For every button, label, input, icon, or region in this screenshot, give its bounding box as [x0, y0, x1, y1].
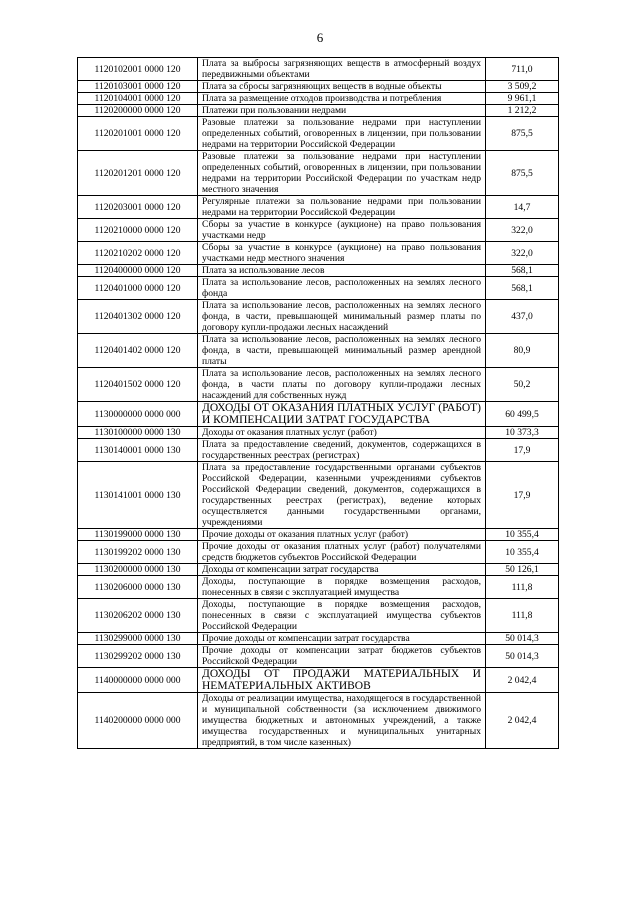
- table-row: [78, 105, 559, 117]
- amount-cell: 17,9: [486, 462, 559, 529]
- table-row: [78, 668, 559, 693]
- revenue-name-cell: Платежи при пользовании недрами: [198, 105, 486, 117]
- budget-code-cell: 1120203001 0000 120: [78, 196, 198, 219]
- amount-cell: 10 355,4: [486, 541, 559, 564]
- budget-code-cell: 1120210000 0000 120: [78, 219, 198, 242]
- amount-cell: 50,2: [486, 368, 559, 402]
- budget-code-cell: 1130299202 0000 130: [78, 645, 198, 668]
- table-row: [78, 242, 559, 265]
- table-row: [78, 427, 559, 439]
- revenue-name-cell: Доходы от компенсации затрат государства: [198, 564, 486, 576]
- table-row: [78, 599, 559, 633]
- revenue-name-cell: Прочие доходы от оказания платных услуг (работ) получателями средств бюджетов субъектов Российской Федерации: [198, 541, 486, 564]
- revenue-name-cell: Плата за использование лесов: [198, 265, 486, 277]
- amount-cell: 568,1: [486, 277, 559, 300]
- table-row: [78, 462, 559, 529]
- revenue-name-cell: Доходы от реализации имущества, находящегося в государственной и муниципальной собственности (за исключением движимого имущества бюджетных и автономных учреждений, а также имущества государственных и муниципальных унитарных предприятий, в том числе казенных): [198, 693, 486, 749]
- revenue-name-cell: Регулярные платежи за пользование недрами при пользовании недрами на территории Российской Федерации: [198, 196, 486, 219]
- table-row: [78, 265, 559, 277]
- table-row: [78, 219, 559, 242]
- budget-code-cell: 1120401402 0000 120: [78, 334, 198, 368]
- amount-cell: 10 373,3: [486, 427, 559, 439]
- budget-code-cell: 1130140001 0000 130: [78, 439, 198, 462]
- budget-code-cell: 1130299000 0000 130: [78, 633, 198, 645]
- budget-code-cell: 1130206000 0000 130: [78, 576, 198, 599]
- revenue-name-cell: Разовые платежи за пользование недрами при наступлении определенных событий, оговоренных в лицензии, при пользовании недрами на территории Российской Федерации по участкам недр местного значения: [198, 151, 486, 196]
- amount-cell: 322,0: [486, 219, 559, 242]
- amount-cell: 9 961,1: [486, 93, 559, 105]
- revenue-name-cell: Плата за использование лесов, расположенных на землях лесного фонда: [198, 277, 486, 300]
- table-row: [78, 151, 559, 196]
- revenue-name-cell: ДОХОДЫ ОТ ОКАЗАНИЯ ПЛАТНЫХ УСЛУГ (РАБОТ) И КОМПЕНСАЦИИ ЗАТРАТ ГОСУДАРСТВА: [198, 402, 486, 427]
- revenue-name-cell: Плата за использование лесов, расположенных на землях лесного фонда, в части, превышающей минимальный размер арендной платы: [198, 334, 486, 368]
- amount-cell: 50 014,3: [486, 633, 559, 645]
- revenue-name-cell: Плата за размещение отходов производства и потребления: [198, 93, 486, 105]
- table-row: [78, 368, 559, 402]
- table-row: [78, 277, 559, 300]
- amount-cell: 2 042,4: [486, 668, 559, 693]
- amount-cell: 875,5: [486, 151, 559, 196]
- table-row: [78, 402, 559, 427]
- revenue-table: [77, 57, 559, 749]
- revenue-name-cell: Прочие доходы от оказания платных услуг (работ): [198, 529, 486, 541]
- table-row: [78, 564, 559, 576]
- revenue-name-cell: Доходы, поступающие в порядке возмещения расходов, понесенных в связи с эксплуатацией имущества: [198, 576, 486, 599]
- budget-code-cell: 1120210202 0000 120: [78, 242, 198, 265]
- table-row: [78, 117, 559, 151]
- amount-cell: 3 509,2: [486, 81, 559, 93]
- revenue-name-cell: Прочие доходы от компенсации затрат государства: [198, 633, 486, 645]
- revenue-name-cell: Плата за использование лесов, расположенных на землях лесного фонда, в части, превышающей минимальный размер платы по договору купли-продажи лесных насаждений: [198, 300, 486, 334]
- budget-code-cell: 1140000000 0000 000: [78, 668, 198, 693]
- amount-cell: 711,0: [486, 58, 559, 81]
- budget-code-cell: 1130141001 0000 130: [78, 462, 198, 529]
- amount-cell: 875,5: [486, 117, 559, 151]
- table-row: [78, 93, 559, 105]
- budget-code-cell: 1120401000 0000 120: [78, 277, 198, 300]
- table-row: [78, 196, 559, 219]
- budget-code-cell: 1120200000 0000 120: [78, 105, 198, 117]
- revenue-table-body: [78, 58, 559, 749]
- budget-code-cell: 1120104001 0000 120: [78, 93, 198, 105]
- revenue-name-cell: Разовые платежи за пользование недрами при наступлении определенных событий, оговоренных в лицензии, при пользовании недрами на территории Российской Федерации: [198, 117, 486, 151]
- revenue-name-cell: Сборы за участие в конкурсе (аукционе) на право пользования участками недр местного значения: [198, 242, 486, 265]
- amount-cell: 50 014,3: [486, 645, 559, 668]
- table-row: [78, 529, 559, 541]
- table-row: [78, 693, 559, 749]
- budget-code-cell: 1130100000 0000 130: [78, 427, 198, 439]
- amount-cell: 17,9: [486, 439, 559, 462]
- amount-cell: 10 355,4: [486, 529, 559, 541]
- table-row: [78, 576, 559, 599]
- revenue-name-cell: Доходы от оказания платных услуг (работ): [198, 427, 486, 439]
- budget-code-cell: 1130200000 0000 130: [78, 564, 198, 576]
- budget-code-cell: 1130000000 0000 000: [78, 402, 198, 427]
- amount-cell: 568,1: [486, 265, 559, 277]
- amount-cell: 111,8: [486, 576, 559, 599]
- amount-cell: 2 042,4: [486, 693, 559, 749]
- revenue-name-cell: Плата за предоставление государственными органами субъектов Российской Федерации, казенными учреждениями субъектов Российской Федерации сведений, документов, содержащихся в государственных реестрах (регистрах), ведение которых осуществляется данными государственными органами, учреждениями: [198, 462, 486, 529]
- revenue-name-cell: Плата за выбросы загрязняющих веществ в атмосферный воздух передвижными объектами: [198, 58, 486, 81]
- revenue-name-cell: Плата за сбросы загрязняющих веществ в водные объекты: [198, 81, 486, 93]
- page-number: 6: [316, 30, 324, 45]
- budget-code-cell: 1140200000 0000 000: [78, 693, 198, 749]
- revenue-name-cell: ДОХОДЫ ОТ ПРОДАЖИ МАТЕРИАЛЬНЫХ И НЕМАТЕРИАЛЬНЫХ АКТИВОВ: [198, 668, 486, 693]
- budget-code-cell: 1120401302 0000 120: [78, 300, 198, 334]
- table-row: [78, 633, 559, 645]
- revenue-name-cell: Сборы за участие в конкурсе (аукционе) на право пользования участками недр: [198, 219, 486, 242]
- budget-code-cell: 1120401502 0000 120: [78, 368, 198, 402]
- table-row: [78, 300, 559, 334]
- budget-code-cell: 1120400000 0000 120: [78, 265, 198, 277]
- budget-code-cell: 1120103001 0000 120: [78, 81, 198, 93]
- amount-cell: 60 499,5: [486, 402, 559, 427]
- amount-cell: 437,0: [486, 300, 559, 334]
- amount-cell: 1 212,2: [486, 105, 559, 117]
- revenue-name-cell: Плата за использование лесов, расположенных на землях лесного фонда, в части платы по договору купли-продажи лесных насаждений для собственных нужд: [198, 368, 486, 402]
- table-row: [78, 334, 559, 368]
- amount-cell: 14,7: [486, 196, 559, 219]
- table-row: [78, 81, 559, 93]
- budget-code-cell: 1120102001 0000 120: [78, 58, 198, 81]
- revenue-name-cell: Прочие доходы от компенсации затрат бюджетов субъектов Российской Федерации: [198, 645, 486, 668]
- amount-cell: 80,9: [486, 334, 559, 368]
- amount-cell: 50 126,1: [486, 564, 559, 576]
- amount-cell: 322,0: [486, 242, 559, 265]
- budget-code-cell: 1130206202 0000 130: [78, 599, 198, 633]
- budget-code-cell: 1120201201 0000 120: [78, 151, 198, 196]
- table-row: [78, 58, 559, 81]
- table-row: [78, 541, 559, 564]
- budget-code-cell: 1130199202 0000 130: [78, 541, 198, 564]
- revenue-name-cell: Доходы, поступающие в порядке возмещения расходов, понесенных в связи с эксплуатацией имущества субъектов Российской Федерации: [198, 599, 486, 633]
- amount-cell: 111,8: [486, 599, 559, 633]
- table-row: [78, 645, 559, 668]
- table-row: [78, 439, 559, 462]
- budget-code-cell: 1120201001 0000 120: [78, 117, 198, 151]
- budget-code-cell: 1130199000 0000 130: [78, 529, 198, 541]
- revenue-name-cell: Плата за предоставление сведений, документов, содержащихся в государственных реестрах (регистрах): [198, 439, 486, 462]
